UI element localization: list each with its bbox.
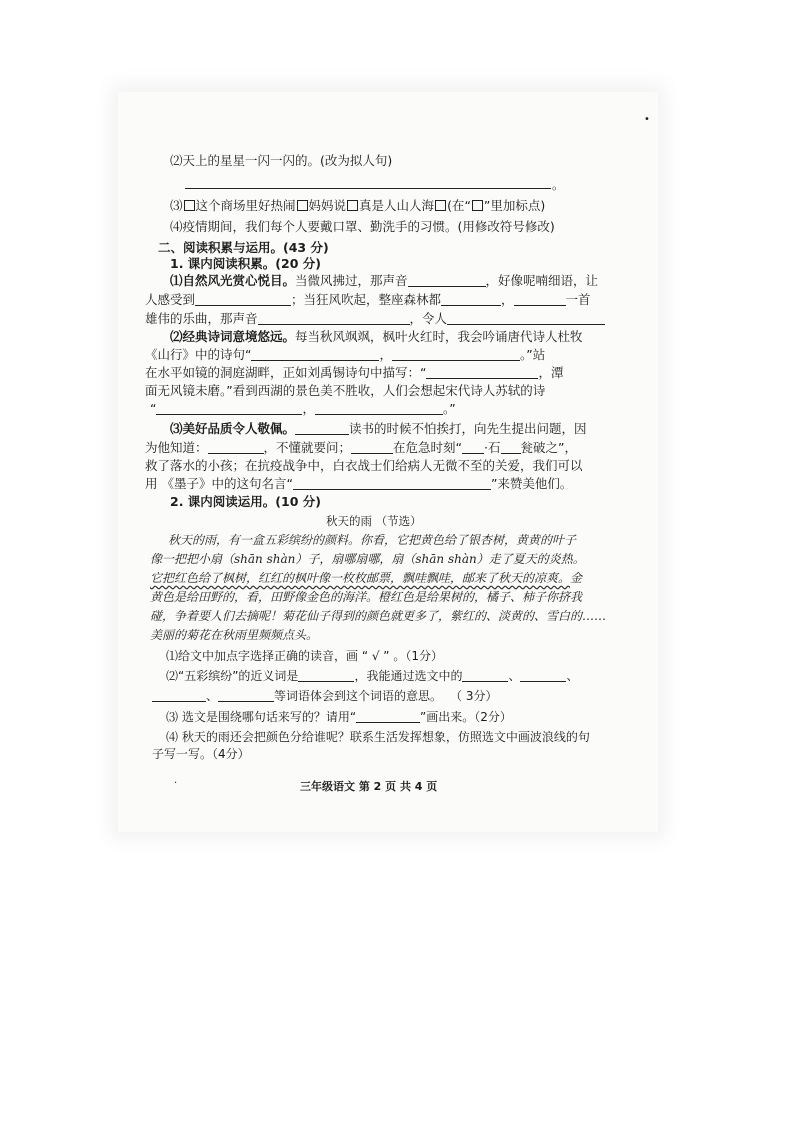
question-3: ⑶ 这个商场里好热闹 妈妈说 真是人山人海 (在“ ”里加标点) [170, 198, 546, 213]
passage-title: 秋天的雨 （节选） [326, 514, 422, 528]
p3-line-1: ⑶美好品质令人敬佩。 读书的时候不怕挨打，向先生提出问题，因 [170, 421, 587, 436]
answer-blank[interactable] [441, 293, 501, 306]
passage-line-1: 秋天的雨，有一盒五彩缤纷的颜料。你看，它把黄色给了银杏树，黄黄的叶子 [168, 533, 577, 547]
answer-blank[interactable] [208, 441, 264, 454]
answer-blank[interactable] [408, 274, 486, 287]
p2-line-2: 《山行》中的诗句“ ， 。”站 [145, 347, 546, 362]
answer-blank[interactable] [462, 441, 484, 454]
passage-line-3: 它把红色给了枫树，红红的枫叶像一枚枚邮票，飘哇飘哇，邮来了秋天的凉爽。金 [150, 571, 583, 585]
p2-line-1: ⑵经典诗词意境悠远。每当秋风飒飒，枫叶火红时，我会吟诵唐代诗人杜牧 [170, 329, 583, 344]
reading-question-1: ⑴给文中加点字选择正确的读音，画 “ √ ” 。（1分） [166, 649, 443, 663]
answer-blank[interactable] [295, 422, 349, 435]
answer-blank[interactable] [152, 689, 206, 702]
p3-line-4: 用 《墨子》中的这句名言“ ”来赞美他们。 [145, 476, 573, 491]
p3-line-2: 为他知道： ，不懂就要问； 在危急时刻“ ·石 瓮破之”， [145, 440, 577, 455]
p2-line-3: 在水平如镜的洞庭湖畔，正如刘禹锡诗句中描写：“ ，潭 [145, 365, 564, 380]
answer-blank[interactable] [462, 669, 508, 682]
page-footer: 三年级语文 第 2 页 共 4 页 [300, 780, 438, 793]
part-2-title: 2. 课内阅读运用。(10 分) [170, 494, 321, 509]
part-1-title: 1. 课内阅读积累。(20 分) [170, 256, 321, 271]
p1-line-3: 雄伟的乐曲，那声音 ，令人 [145, 311, 605, 327]
p2-line-5: “ ， 。” [150, 401, 456, 416]
answer-blank[interactable] [447, 312, 605, 325]
passage-line-2: 像一把把小扇（shān shàn）子，扇哪扇哪，扇（shān shàn）走了夏天的炎热。 [150, 552, 585, 566]
punctuation-box [472, 200, 483, 211]
wavy-sentence: 它把红色给了枫树，红红的枫叶像一枚枚邮票，飘哇飘哇，邮来了秋天的凉爽。 [150, 571, 571, 585]
punctuation-box [297, 200, 308, 211]
p1-line-1: ⑴自然风光赏心悦目。当微风拂过，那声音 ，好像呢喃细语，让 [170, 273, 599, 288]
answer-blank[interactable] [426, 366, 538, 379]
answer-blank[interactable] [315, 402, 443, 415]
scan-speck: • [644, 114, 650, 125]
punctuation-box [347, 200, 358, 211]
p2-line-4: 面无风镜未磨。”看到西湖的景色美不胜收，人们会想起宋代诗人苏轼的诗 [145, 383, 546, 398]
answer-blank[interactable] [514, 293, 566, 306]
answer-blank[interactable] [293, 477, 491, 490]
period: 。 [552, 177, 565, 192]
reading-question-4-line-2: 子写一写。（4分） [152, 747, 250, 761]
answer-blank[interactable] [356, 710, 420, 723]
answer-blank[interactable] [392, 348, 520, 361]
answer-blank[interactable] [218, 689, 274, 702]
reading-question-3: ⑶ 选文是围绕哪句话来写的？请用“ ”画出来。（2分） [166, 710, 512, 724]
p3-line-3: 救了落水的小孩；在抗疫战争中，白衣战士们给病人无微不至的关爱，我们可以 [145, 458, 583, 473]
reading-question-4-line-1: ⑷ 秋天的雨还会把颜色分给谁呢？联系生活发挥想象，仿照选文中画波浪线的句 [166, 730, 590, 744]
passage-line-4: 黄色是给田野的，看，田野像金色的海洋。橙红色是给果树的，橘子、柿子你挤我 [150, 590, 583, 604]
question-4: ⑷疫情期间，我们每个人要戴口罩、勤洗手的习惯。(用修改符号修改) [170, 219, 555, 234]
answer-blank[interactable] [258, 312, 410, 325]
reading-question-2-line-2: 、 等词语体会到这个词语的意思。 （ 3分） [152, 688, 497, 704]
p1-line-2: 人感受到 ；当狂风吹起，整座森林都 ， 一首 [145, 292, 591, 307]
scan-speck: · [174, 778, 178, 789]
answer-blank[interactable] [195, 293, 291, 306]
punctuation-box [435, 200, 446, 211]
answer-blank[interactable] [156, 402, 302, 415]
passage-line-5: 碰，争着要人们去摘呢！菊花仙子得到的颜色就更多了，紫红的、淡黄的、雪白的…… [150, 609, 607, 623]
answer-blank[interactable] [520, 669, 566, 682]
passage-line-6: 美丽的菊花在秋雨里频频点头。 [150, 628, 319, 642]
answer-blank[interactable] [501, 441, 521, 454]
reading-question-2-line-1: ⑵“五彩缤纷”的近义词是 ，我能通过选文中的 、 、 [166, 669, 579, 683]
answer-line [185, 188, 551, 189]
answer-blank[interactable] [298, 669, 354, 682]
question-2: ⑵天上的星星一闪一闪的。(改为拟人句) [170, 153, 393, 168]
answer-blank[interactable] [351, 441, 393, 454]
section-title: 二、阅读积累与运用。(43 分) [158, 240, 329, 255]
answer-blank[interactable] [251, 348, 379, 361]
punctuation-box [184, 200, 195, 211]
